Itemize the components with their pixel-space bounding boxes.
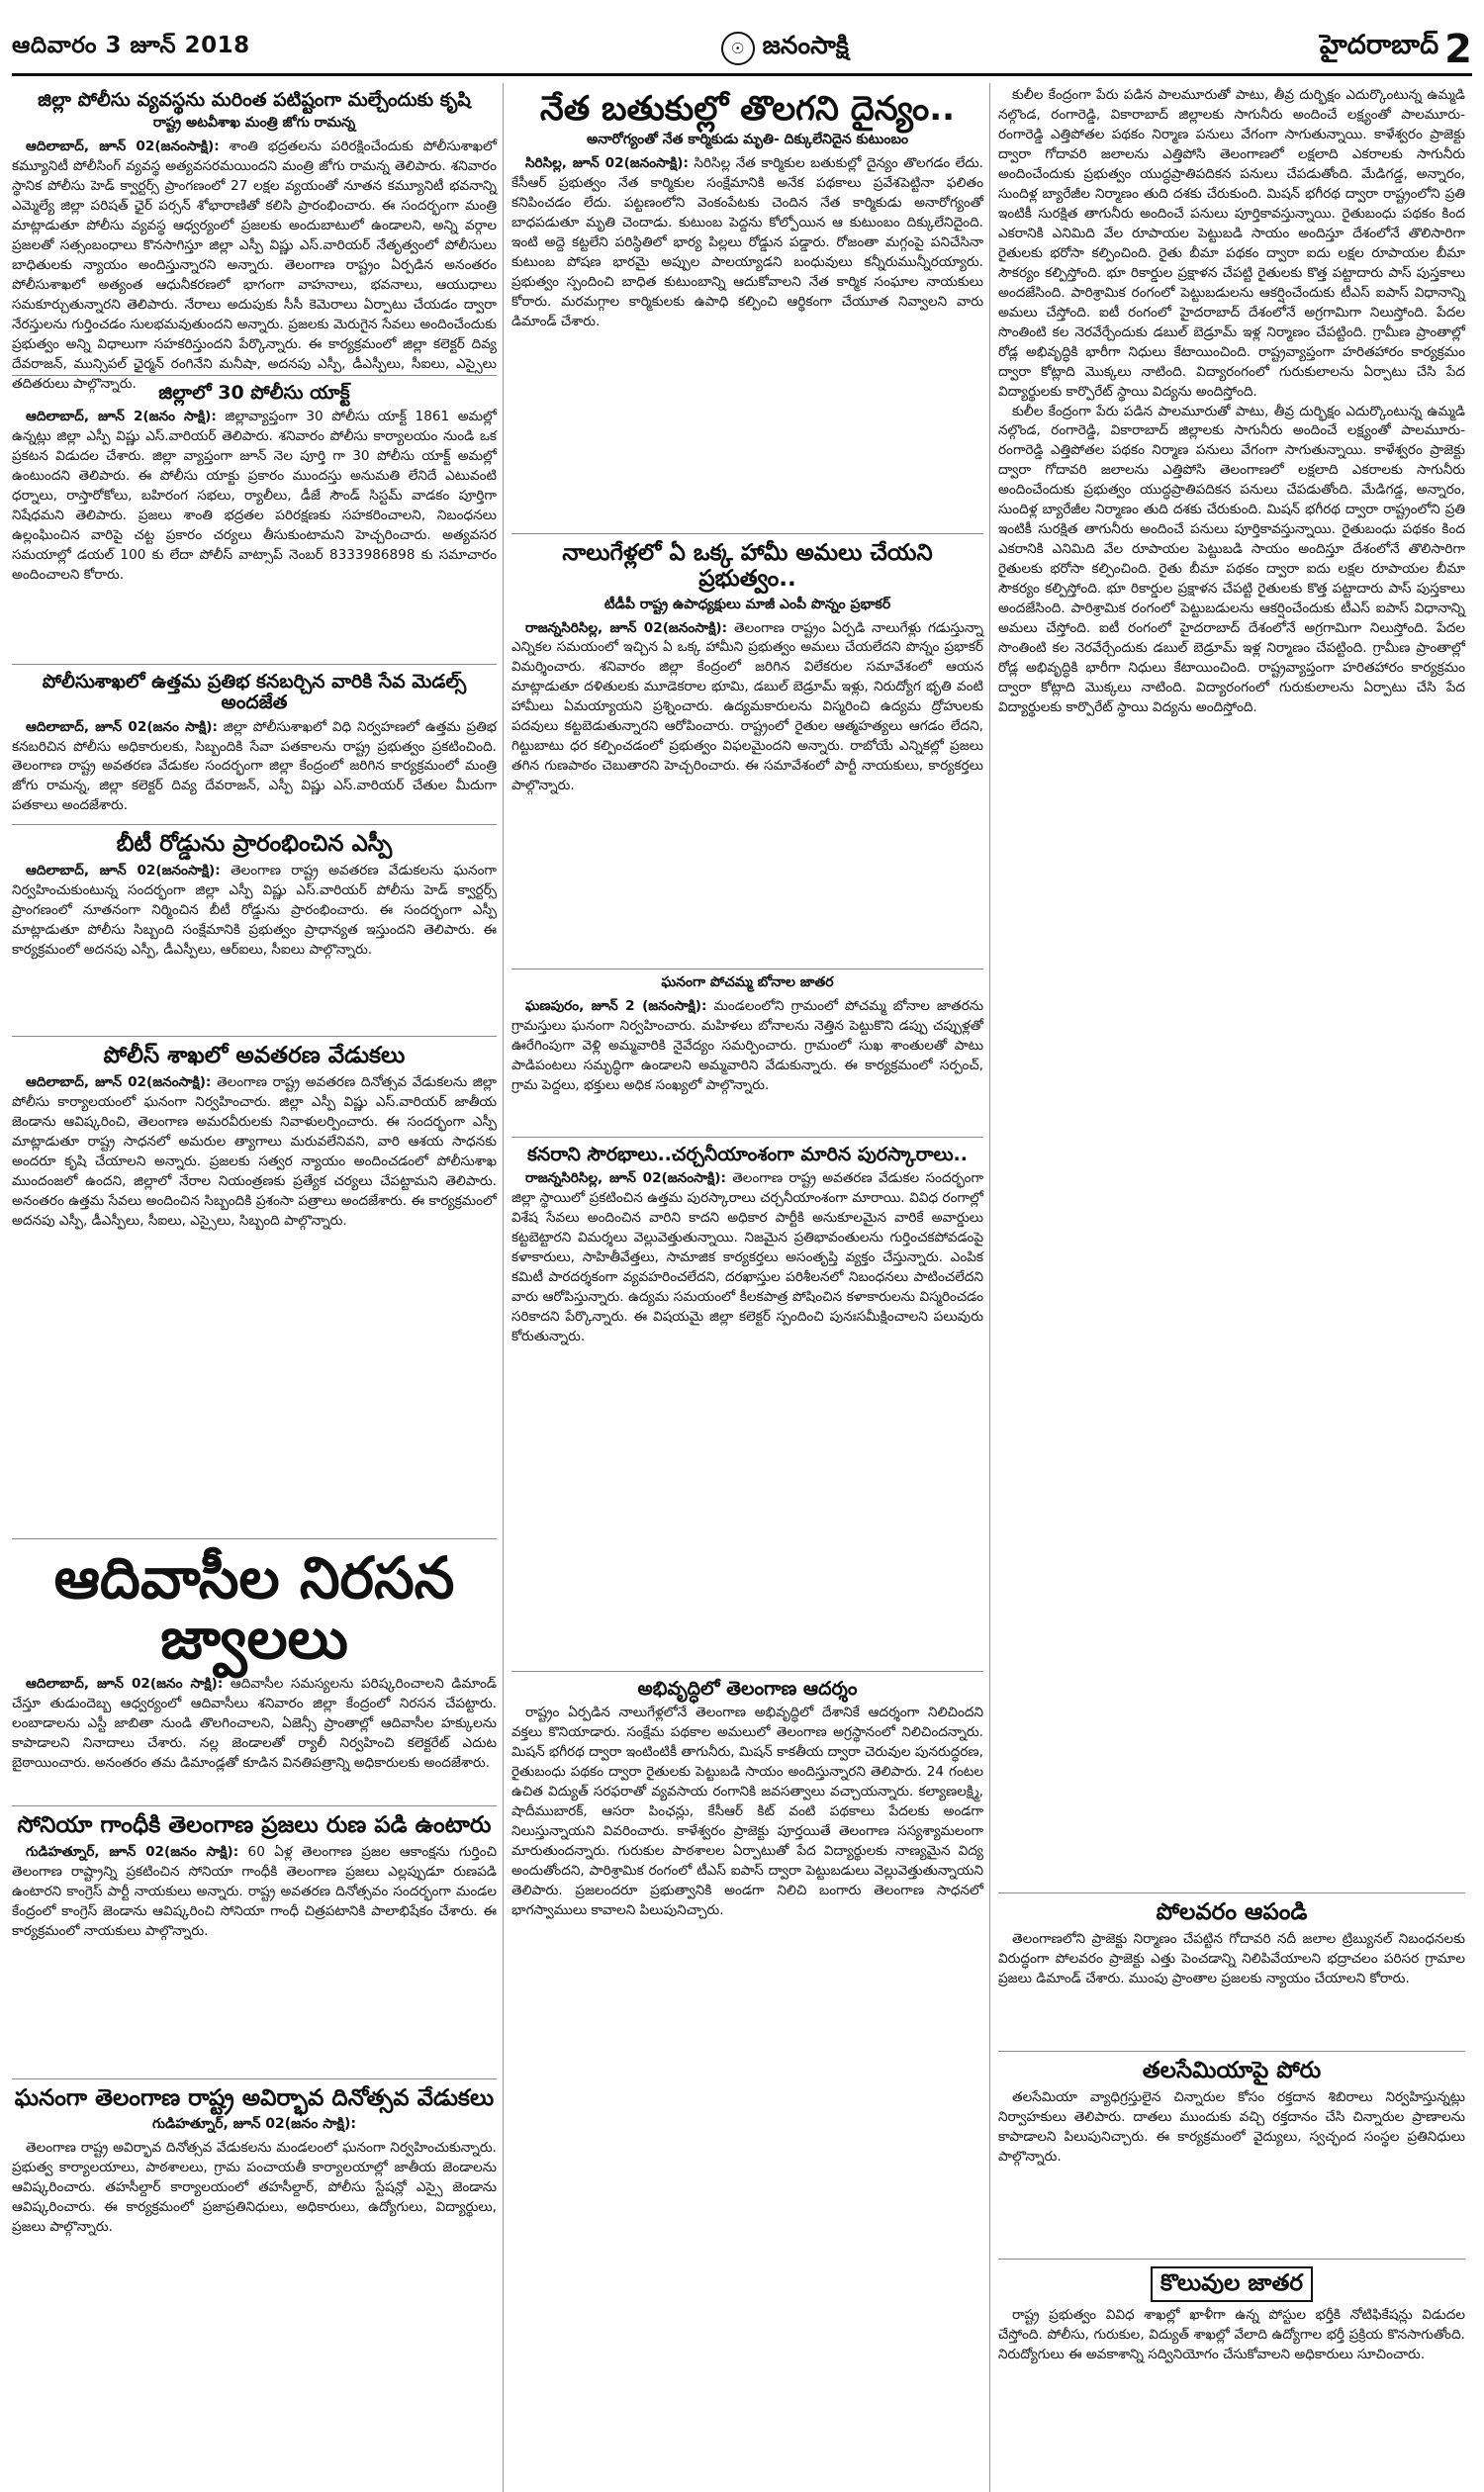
story-body xyxy=(12,1073,497,1232)
story-headline: నేత బతుకుల్లో తొలగని దైన్యం.. xyxy=(539,89,956,129)
story-body xyxy=(12,862,497,961)
story-body xyxy=(511,997,983,1096)
story-text: రాష్ట్ర ప్రభుత్వం వివిధ శాఖల్లో ఖాళీగా ఉన్న పోస్టుల భర్తీకి నోటిఫికేషన్లు విడుదల చేస్తోంది. పోలీసు, గురుకుల, విద్యుత్ శాఖల్లో వేలాది ఉద్యోగాల భర్తీ ప్రక్రియ కొనసాగుతోంది. నిరుద్యోగులు ఈ అవకాశాన్ని సద్వినియోగం చేసుకోవాలని అధికారులు సూచించారు. xyxy=(998,2306,1465,2362)
edition-city: హైదరాబాద్ xyxy=(1319,30,1439,60)
story-subheadline: గుడిహత్నూర్, జూన్ 02(జనం సాక్షి): xyxy=(152,2115,356,2132)
story-dateline: ఆదిలాబాద్, జూన్ 02(జనం సాక్షి): xyxy=(26,1675,224,1692)
story-text: రాష్ట్రం ఏర్పడిన నాలుగేళ్లలోనే తెలంగాణ అభివృద్ధిలో దేశానికే ఆదర్శంగా నిలిచిందని వక్తలు కొనియాడారు. సంక్షేమ పథకాల అమలులో తెలంగాణ అగ్రస్థానంలో నిలిచిందన్నారు. మిషన్ భగీరథ ద్వారా ఇంటింటికీ తాగునీరు, మిషన్ కాకతీయ ద్వారా చెరువుల పునరుద్ధరణ, రైతుబంధు పథకం ద్వారా రైతులకు పెట్టుబడి సాయం అందిస్తున్నారని తెలిపారు. 24 గంటల ఉచిత విద్యుత్ సరఫరాతో వ్యవసాయ రంగానికి జవసత్వాలు వచ్చాయన్నారు. కల్యాణలక్ష్మి, షాదీముబారక్, ఆసరా పింఛన్లు, కేసీఆర్ కిట్ వంటి పథకాలు పేదలకు అండగా నిలుస్తున్నాయని వివరించారు. కాళేశ్వరం ప్రాజెక్టు పూర్తయితే తెలంగాణ సస్యశ్యామలంగా మారుతుందన్నారు. గురుకుల పాఠశాలల ఏర్పాటుతో పేద విద్యార్థులకు నాణ్యమైన విద్య అందుతోందని, పారిశ్రామిక రంగంలో టీఎస్ ఐపాస్ ద్వారా పెట్టుబడులు వెల్లువెత్తుతున్నాయని తెలిపారు. ప్రజలందరూ ప్రభుత్వానికి అండగా నిలిచి బంగారు తెలంగాణ సాధనలో భాగస్వాములు కావాలని పిలుపునిచ్చారు. xyxy=(511,1705,983,1918)
story-dateline: ఘణపురం, జూన్ 2 (జనంసాక్షి): xyxy=(525,998,707,1014)
story xyxy=(12,376,497,665)
story-text: కులీల కేంద్రంగా పేరు పడిన పాలమూరుతో పాటు, తీవ్ర దుర్భిక్షం ఎదుర్కొంటున్న ఉమ్మడి నల్గొండ, రంగారెడ్డి, వికారాబాద్ జిల్లాలకు సాగునీరు అందించే లక్ష్యంతో పాలమూరు-రంగారెడ్డి ఎత్తిపోతల పథకం నిర్మాణ పనులు వేగంగా సాగుతున్నాయి. కాళేశ్వరం ప్రాజెక్టు ద్వారా గోదావరి జలాలను ఎత్తిపోసి తెలంగాణలో లక్షలాది ఎకరాలకు సాగునీరు అందించేందుకు ప్రభుత్వం యుద్ధప్రాతిపదికన పనులు చేపడుతోంది. మేడిగడ్డ, అన్నారం, సుందిళ్ల బ్యారేజీల నిర్మాణం తుది దశకు చేరుకుంది. మిషన్ భగీరథ ద్వారా రాష్ట్రంలోని ప్రతి ఇంటికీ సురక్షిత తాగునీరు అందించే పనులు పూర్తికావస్తున్నాయి. రైతుబంధు పథకం కింద ఎకరానికి ఎనిమిది వేల రూపాయల పెట్టుబడి సాయం అందిస్తూ దేశంలోనే తొలిసారిగా రైతులకు భరోసా కల్పించింది. రైతు బీమా పథకం ద్వారా ఐదు లక్షల రూపాయల బీమా సౌకర్యం కల్పిస్తోంది. భూ రికార్డుల ప్రక్షాళన చేపట్టి రైతులకు కొత్త పట్టాదారు పాస్ పుస్తకాలు అందజేసింది. పారిశ్రామిక రంగంలో పెట్టుబడులను ఆకర్షించేందుకు టీఎస్ ఐపాస్ విధానాన్ని అమలు చేస్తోంది. ఐటీ రంగంలో హైదరాబాద్ దేశంలోనే అగ్రగామిగా నిలుస్తోంది. పేదల సొంతింటి కల నెరవేర్చేందుకు డబుల్ బెడ్రూమ్ ఇళ్ల నిర్మాణం చేపట్టింది. గ్రామీణ ప్రాంతాల్లో రోడ్ల అభివృద్ధికి భారీగా నిధులు కేటాయించింది. రాష్ట్రవ్యాప్తంగా హరితహారం కార్యక్రమం ద్వారా కోట్లాది మొక్కలు నాటింది. విద్యారంగంలో గురుకులాలను ఏర్పాటు చేసి పేద విద్యార్థులకు కార్పొరేట్ స్థాయి విద్యను అందిస్తోంది. xyxy=(998,87,1465,400)
issue-date: ఆదివారం 3 జూన్ 2018 xyxy=(12,33,250,58)
brand-logo-icon: ☉ xyxy=(721,32,755,65)
story-text: తెలంగాణ రాష్ట్రం ఏర్పడి నాలుగేళ్లు గడుస్తున్నా ఎన్నికల సమయంలో ఇచ్చిన ఏ ఒక్క హామీని ప్రభుత్వం అమలు చేయలేదని పొన్నం ప్రభాకర్ విమర్శించారు. శనివారం జిల్లా కేంద్రంలో జరిగిన విలేకరుల సమావేశంలో ఆయన మాట్లాడుతూ దళితులకు మూడెకరాల భూమి, డబుల్ బెడ్రూమ్ ఇళ్లు, నిరుద్యోగ భృతి వంటి హామీలు ఏమయ్యాయని ప్రశ్నించారు. ఉద్యమకారులను విస్మరించి ఉద్యమ ద్రోహులకు పదవులు కట్టబెడుతున్నారని ఆరోపించారు. రాష్ట్రంలో రైతుల ఆత్మహత్యలు ఆగడం లేదని, గిట్టుబాటు ధర కల్పించడంలో ప్రభుత్వం విఫలమైందని అన్నారు. రాబోయే ఎన్నికల్లో ప్రజలు తగిన గుణపాఠం చెబుతారని హెచ్చరించారు. ఈ సమావేశంలో పార్టీ నాయకులు, కార్యకర్తలు పాల్గొన్నారు. xyxy=(511,619,983,794)
story-text: తెలంగాణ రాష్ట్ర అవతరణ వేడుకలను ఘనంగా నిర్వహించుకుంటున్న సందర్భంగా జిల్లా ఎస్పీ విష్ణు ఎస్.వారియర్ పోలీసు హెడ్ క్వార్టర్స్ ప్రాంగణంలో నూతనంగా నిర్మించిన బీటీ రోడ్డును ప్రారంభించారు. ఈ సందర్భంగా ఎస్పీ మాట్లాడుతూ పోలీసు సిబ్బంది సంక్షేమానికి ప్రభుత్వం ప్రాధాన్యత ఇస్తుందని తెలిపారు. ఈ కార్యక్రమంలో అదనపు ఎస్పీ, డీఎస్పీలు, ఆర్ఐలు, సీఐలు పాల్గొన్నారు. xyxy=(12,862,497,958)
story xyxy=(12,825,497,1037)
story-body xyxy=(998,1930,1465,1989)
brand-name: జనంసాక్షి xyxy=(762,31,849,59)
column-middle xyxy=(511,83,990,2492)
story xyxy=(12,83,498,392)
story xyxy=(511,969,983,1138)
story-dateline: సిరిసిల్ల, జూన్ 02(జనంసాక్షి): xyxy=(525,155,689,172)
story-dateline: ఆదిలాబాద్, జూన్ 02(జనంసాక్షి): xyxy=(26,138,220,155)
story-headline-boxed: కొలువుల జాతర xyxy=(1151,2266,1313,2302)
story-headline-banner: ఆదివాసీల నిరసన జ్వాలలు xyxy=(53,1544,455,1672)
story-headline: సోనియా గాంధీకి తెలంగాణ ప్రజలు రుణ పడి ఉంటారు xyxy=(17,1812,492,1838)
story-dateline: రాజన్నసిరిసిల్ల, జూన్ 02(జనంసాక్షి): xyxy=(525,619,728,636)
story-text: శాంతి భద్రతలను పరిరక్షించేందుకు పోలీసుశాఖలో కమ్యూనిటీ పోలీసింగ్ వ్యవస్థ అత్యవసరమయిందని మంత్రి జోగు రామన్న తెలిపారు. శనివారం స్థానిక పోలీసు హెడ్ క్వార్టర్స్ ప్రాంగణంలో 27 లక్షల వ్యయంతో నూతన కమ్యూనిటీ భవనాన్ని ఎమ్మెల్యే జిల్లా పరిషత్ ఛైర్ పర్సన్ శోభారాణితో కలిసి ప్రారంభించారు. ఈ సందర్భంగా మంత్రి మాట్లాడుతూ పోలీసు వ్యవస్థ ఆధ్వర్యంలో ప్రజలకు అందుబాటులో ఉండాలని, అన్ని వర్గాల ప్రజలతో సత్సంబంధాలు కొనసాగిస్తూ జిల్లా ఎస్పీ విష్ణు ఎస్.వారియర్ నేతృత్వంలో పోలీసులు బాధితులకు న్యాయం అందిస్తున్నారని అన్నారు. తెలంగాణ రాష్ట్రం ఏర్పడిన అనంతరం పోలీసుశాఖలో అత్యంత ఆధునీకరణలో భాగంగా వాహనాలు, భవనాలు, ఆయుధాలు సమకూర్చుతున్నారని తెలిపారు. నేరాలు అదుపుకు సీసీ కెమెరాలు ఏర్పాటు చేయడం ద్వారా నేరస్తులను గుర్తించడం సులభమవుతుందని అన్నారు. ప్రజలకు మెరుగైన సేవలు అందించేందుకు ప్రభుత్వం అన్ని విధాలుగా సహకరిస్తుందని పేర్కొన్నారు. ఈ కార్యక్రమంలో జిల్లా కలెక్టర్ దివ్య దేవరాజన్, మున్సిపల్ ఛైర్మన్ రంగినేని మనీషా, అదనపు ఎస్పీ, డీఎస్పీలు, సీఐలు, ఎస్సైలు తదితరులు పాల్గొన్నారు. xyxy=(12,138,498,392)
story-body xyxy=(998,2088,1465,2168)
story xyxy=(12,1037,497,1539)
story-body xyxy=(511,619,983,797)
story-dateline: రాజన్నసిరిసిల్ల, జూన్ 02(జనంసాక్షి): xyxy=(525,1170,726,1187)
story-dateline: ఆదిలాబాద్, జూన్ 02(జనంసాక్షి): xyxy=(26,862,221,878)
story-text: ఆదివాసీల సమస్యలను పరిష్కరించాలని డిమాండ్ చేస్తూ తుడుందెబ్బ ఆధ్వర్యంలో ఆదివాసీలు శనివారం జిల్లా కేంద్రంలో నిరసన చేపట్టారు. లంబాడాలను ఎస్టీ జాబితా నుండి తొలగించాలని, ఏజెన్సీ ప్రాంతాల్లో ఆదివాసీల హక్కులను కాపాడాలని నినాదాలు చేశారు. నల్ల జెండాలతో ర్యాలీ నిర్వహించి కలెక్టరేట్ ఎదుట బైఠాయించారు. అనంతరం తమ డిమాండ్లతో కూడిన వినతిపత్రాన్ని అధికారులకు అందజేశారు. xyxy=(12,1675,497,1771)
story-headline: పోలీస్ శాఖలో అవతరణ వేడుకలు xyxy=(103,1043,406,1068)
story-subheadline: రాష్ట్ర అటవీశాఖ మంత్రి జోగు రామన్న xyxy=(152,115,356,132)
story xyxy=(12,2079,497,2298)
page-number: 2 xyxy=(1444,27,1472,72)
story-text: మండలంలోని గ్రామంలో పోచమ్మ బోనాల జాతరను గ్రామస్తులు ఘనంగా నిర్వహించారు. మహిళలు బోనాలను నెత్తిన పెట్టుకొని డప్పు చప్పుళ్లతో ఊరేగింపుగా వెళ్లి అమ్మవారికి నైవేద్యం సమర్పించారు. గ్రామంలో సుఖ శాంతులతో పాటు పాడిపంటలు సమృద్ధిగా ఉండాలని అమ్మవారిని వేడుకున్నారు. ఈ కార్యక్రమంలో సర్పంచ్, గ్రామ పెద్దలు, భక్తులు అధిక సంఖ్యలో పాల్గొన్నారు. xyxy=(511,998,984,1093)
story xyxy=(998,2052,1465,2260)
story-headline: జిల్లాలో 30 పోలీసు యాక్ట్ xyxy=(158,382,350,404)
story-body xyxy=(12,138,497,395)
story xyxy=(12,665,497,825)
story-body xyxy=(998,86,1465,718)
story-text: జిల్లావ్యాప్తంగా 30 పోలీసు యాక్ట్ 1861 అమల్లో ఉన్నట్లు జిల్లా ఎస్పీ విష్ణు ఎస్.వారియర్ తెలిపారు. శనివారం పోలీసు కార్యాలయం నుండి ఒక ప్రకటన విడుదల చేశారు. జిల్లా వ్యాప్తంగా జూన్ నెల పూర్తి గా 30 పోలీసు యాక్ట్ అమల్లో ఉంటుందని తెలిపారు. ఈ పోలీసు యాక్టు ప్రకారం ముందస్తు అనుమతి లేనిదే ఎటువంటి ధర్నాలు, రాస్తారోకోలు, బహిరంగ సభలు, ర్యాలీలు, డీజే సౌండ్ సిస్టమ్ వాడకం పూర్తిగా నిషేధమని తెలిపారు. ప్రజలు శాంతి భద్రతల పరిరక్షణకు సహకరించాలని, నిబంధనలు ఉల్లంఘించిన వారిపై చట్ట ప్రకారం చర్యలు తీసుకుంటామని హెచ్చరించారు. అత్యవసర సమయాల్లో డయల్ 100 కు లేదా పోలీస్ వాట్సాప్ నెంబర్ 8333986898 కు సమాచారం అందించాలని కోరారు. xyxy=(12,409,497,584)
story xyxy=(12,1806,497,2079)
story-text: 60 ఏళ్ల తెలంగాణ ప్రజల ఆకాంక్షను గుర్తించి తెలంగాణ రాష్ట్రాన్ని ప్రకటించిన సోనియా గాంధీకి తెలంగాణ ప్రజలు ఎల్లప్పుడూ రుణపడి ఉంటారని కాంగ్రెస్ పార్టీ నాయకులు అన్నారు. రాష్ట్ర అవతరణ దినోత్సవం సందర్భంగా మండల కేంద్రంలో కాంగ్రెస్ జెండాను ఆవిష్కరించి సోనియా గాంధీ చిత్రపటానికి పాలాభిషేకం చేశారు. ఈ కార్యక్రమంలో నాయకులు పాల్గొన్నారు. xyxy=(12,1843,497,1939)
story xyxy=(511,1138,983,1672)
story-body xyxy=(12,718,497,817)
story-body xyxy=(998,2306,1465,2365)
brand xyxy=(721,31,849,66)
columns xyxy=(12,83,1472,2460)
story-headline: ఘనంగా తెలంగాణ రాష్ట్ర అవిర్భావ దినోత్సవ వేడుకలు xyxy=(14,2085,495,2111)
story-text: జిల్లా పోలీసుశాఖలో విధి నిర్వహణలో ఉత్తమ ప్రతిభ కనబరిచిన పోలీసు అధికారులకు, సిబ్బందికి సేవా పతకాలను రాష్ట్ర ప్రభుత్వం ప్రకటించింది. తెలంగాణ రాష్ట్ర అవతరణ వేడుకల సందర్భంగా జిల్లా కేంద్రంలో జరిగిన కార్యక్రమంలో మంత్రి జోగు రామన్న, జిల్లా కలెక్టర్ దివ్య దేవరాజన్, ఎస్పీ విష్ణు ఎస్.వారియర్ చేతుల మీదుగా పతకాలు అందజేశారు. xyxy=(12,718,497,814)
story xyxy=(998,1893,1465,2052)
story-headline: ఘనంగా పోచమ్మ బోనాల జాతర xyxy=(661,974,834,990)
story-text: తెలంగాణ రాష్ట్ర అవతరణ వేడుకల సందర్భంగా జిల్లా స్థాయిలో ప్రకటించిన ఉత్తమ పురస్కారాలు చర్చనీయాంశంగా మారాయి. వివిధ రంగాల్లో విశేష సేవలు అందించిన వారిని కాదని అధికార పార్టీకి అనుకూలమైన వారికే అవార్డులు కట్టబెట్టారని విమర్శలు వెల్లువెత్తుతున్నాయి. నిజమైన ప్రతిభావంతులను గుర్తించకపోవడంపై కళాకారులు, సాహితీవేత్తలు, సామాజిక కార్యకర్తలు అసంతృప్తి వ్యక్తం చేస్తున్నారు. ఎంపిక కమిటీ పారదర్శకంగా వ్యవహరించలేదని, దరఖాస్తుల పరిశీలనలో నిబంధనలు పాటించలేదని వారు ఆరోపిస్తున్నారు. ఉద్యమ సమయంలో కీలకపాత్ర పోషించిన కళాకారులను విస్మరించడం సరికాదని పేర్కొన్నారు. ఈ విషయమై జిల్లా కలెక్టర్ స్పందించి పునఃసమీక్షించాలని పలువురు కోరుతున్నారు. xyxy=(511,1170,983,1345)
story-subheadline: టీడీపీ రాష్ట్ర ఉపాధ్యక్షులు మాజీ ఎంపీ పొన్నం ప్రభాకర్ xyxy=(603,596,891,612)
story-body xyxy=(511,1704,983,1921)
page-info xyxy=(1319,27,1472,72)
story-body xyxy=(12,2139,497,2238)
story-dateline: గుడిహత్నూర్, జూన్ 02(జనం సాక్షి): xyxy=(26,1843,239,1860)
story-headline: నాలుగేళ్లలో ఏ ఒక్క హామీ అమలు చేయని ప్రభుత్వం.. xyxy=(562,540,933,592)
story-text: తెలంగాణ రాష్ట్ర అవతరణ దినోత్సవ వేడుకలను జిల్లా పోలీసు కార్యాలయంలో ఘనంగా నిర్వహించారు. జిల్లా ఎస్పీ విష్ణు ఎస్.వారియర్ జాతీయ జెండాను ఆవిష్కరించి, తెలంగాణ అమరవీరులకు నివాళులర్పించారు. ఈ సందర్భంగా ఎస్పీ మాట్లాడుతూ రాష్ట్ర సాధనలో అమరుల త్యాగాలు మరువలేనివని, వారి ఆశయ సాధనకు అందరూ కృషి చేయాలని అన్నారు. ప్రజలకు సత్వర న్యాయం అందించడంలో పోలీసుశాఖ ముందంజలో ఉందని, జిల్లాలో నేరాల నియంత్రణకు ప్రత్యేక చర్యలు చేపట్టామని తెలిపారు. అనంతరం ఉత్తమ సేవలు అందించిన సిబ్బందికి ప్రశంసా పత్రాలు అందజేశారు. ఈ కార్యక్రమంలో అదనపు ఎస్పీ, డీఎస్పీలు, సీఐలు, ఎస్సైలు, సిబ్బంది పాల్గొన్నారు. xyxy=(12,1073,498,1229)
story-headline: జిల్లా పోలీసు వ్యవస్థను మరింత పటిష్టంగా మల్చేందుకు కృషి xyxy=(38,89,471,111)
story-body xyxy=(12,408,497,586)
masthead xyxy=(12,24,1472,76)
story xyxy=(998,83,1465,1893)
story-headline xyxy=(998,2266,1465,2302)
story-headline: పోలీసుశాఖలో ఉత్తమ ప్రతిభ కనబర్చిన వారికి సేవ మెడల్స్ అందజేత xyxy=(42,671,467,714)
story-text: సిరిసిల్ల నేత కార్మికుల బతుకుల్లో దైన్యం తొలగడం లేదు. కేసీఆర్ ప్రభుత్వం నేత కార్మికుల సంక్షేమానికి అనేక పథకాలు ప్రవేశపెట్టినా ఫలితం కనిపించడం లేదు. పట్టణంలోని వెంకంపేటకు చెందిన నేత కార్మికుడు అనారోగ్యంతో బాధపడుతూ మృతి చెందాడు. కుటుంబ పెద్దను కోల్పోయిన ఆ కుటుంబం దిక్కులేనిదైంది. ఇంటి అద్దె కట్టలేని పరిస్థితిలో భార్య పిల్లలు రోడ్డున పడ్డారు. రోజంతా మగ్గంపై పనిచేసినా కుటుంబ పోషణ భారమై అప్పుల పాలయ్యాడని బంధువులు కన్నీరుమున్నీరయ్యారు. ప్రభుత్వం స్పందించి బాధిత కుటుంబాన్ని ఆదుకోవాలని నేత కార్మిక సంఘాల నాయకులు కోరారు. మరమగ్గాల కార్మికులకు ఉపాధి కల్పించి ఆర్థికంగా చేయూత నివ్వాలని వారు డిమాండ్ చేశారు. xyxy=(511,155,984,329)
story-text: తలసేమియా వ్యాధిగ్రస్తులైన చిన్నారుల కోసం రక్తదాన శిబిరాలు నిర్వహిస్తున్నట్లు నిర్వాహకులు తెలిపారు. దాతలు ముందుకు వచ్చి రక్తదానం చేసి చిన్నారుల ప్రాణాలను కాపాడాలని పిలుపునిచ్చారు. ఈ కార్యక్రమంలో వైద్యులు, స్వచ్ఛంద సంస్థల ప్రతినిధులు పాల్గొన్నారు. xyxy=(998,2088,1465,2165)
story-dateline: ఆదిలాబాద్, జూన్ 2(జనం సాక్షి): xyxy=(26,409,217,425)
story xyxy=(511,83,983,534)
story-body xyxy=(511,154,983,332)
story xyxy=(511,1672,983,2492)
story-dateline: ఆదిలాబాద్, జూన్ 02(జనంసాక్షి): xyxy=(26,1073,212,1090)
story-headline: తలసేమియాపై పోరు xyxy=(1142,2058,1322,2083)
story-dateline: ఆదిలాబాద్, జూన్ 02(జనం సాక్షి): xyxy=(26,718,218,735)
story-text: కులీల కేంద్రంగా పేరు పడిన పాలమూరుతో పాటు, తీవ్ర దుర్భిక్షం ఎదుర్కొంటున్న ఉమ్మడి నల్గొండ, రంగారెడ్డి, వికారాబాద్ జిల్లాలకు సాగునీరు అందించే లక్ష్యంతో పాలమూరు-రంగారెడ్డి ఎత్తిపోతల పథకం నిర్మాణ పనులు వేగంగా సాగుతున్నాయి. కాళేశ్వరం ప్రాజెక్టు ద్వారా గోదావరి జలాలను ఎత్తిపోసి తెలంగాణలో లక్షలాది ఎకరాలకు సాగునీరు అందించేందుకు ప్రభుత్వం యుద్ధప్రాతిపదికన పనులు చేపడుతోంది. మేడిగడ్డ, అన్నారం, సుందిళ్ల బ్యారేజీల నిర్మాణం తుది దశకు చేరుకుంది. మిషన్ భగీరథ ద్వారా రాష్ట్రంలోని ప్రతి ఇంటికీ సురక్షిత తాగునీరు అందించే పనులు పూర్తికావస్తున్నాయి. రైతుబంధు పథకం కింద ఎకరానికి ఎనిమిది వేల రూపాయల పెట్టుబడి సాయం అందిస్తూ దేశంలోనే తొలిసారిగా రైతులకు భరోసా కల్పించింది. రైతు బీమా పథకం ద్వారా ఐదు లక్షల రూపాయల బీమా సౌకర్యం కల్పిస్తోంది. భూ రికార్డుల ప్రక్షాళన చేపట్టి రైతులకు కొత్త పట్టాదారు పాస్ పుస్తకాలు అందజేసింది. పారిశ్రామిక రంగంలో పెట్టుబడులను ఆకర్షించేందుకు టీఎస్ ఐపాస్ విధానాన్ని అమలు చేస్తోంది. ఐటీ రంగంలో హైదరాబాద్ దేశంలోనే అగ్రగామిగా నిలుస్తోంది. పేదల సొంతింటి కల నెరవేర్చేందుకు డబుల్ బెడ్రూమ్ ఇళ్ల నిర్మాణం చేపట్టింది. గ్రామీణ ప్రాంతాల్లో రోడ్ల అభివృద్ధికి భారీగా నిధులు కేటాయించింది. రాష్ట్రవ్యాప్తంగా హరితహారం కార్యక్రమం ద్వారా కోట్లాది మొక్కలు నాటింది. విద్యారంగంలో గురుకులాలను ఏర్పాటు చేసి పేద విద్యార్థులకు కార్పొరేట్ స్థాయి విద్యను అందిస్తోంది. xyxy=(998,403,1465,716)
story-body xyxy=(12,1843,497,1942)
story-headline: అభివృద్ధిలో తెలంగాణ ఆదర్శం xyxy=(637,1678,858,1700)
story-body xyxy=(12,1675,497,1774)
story xyxy=(998,2260,1465,2466)
story-text: తెలంగాణలోని ప్రాజెక్టు నిర్మాణం చేపట్టిన గోదావరి నదీ జలాల ట్రిబ్యునల్ నిబంధనలకు విరుద్ధంగా పోలవరం ప్రాజెక్టు ఎత్తు పెంచడాన్ని నిలిపివేయాలని భద్రాచలం పరిసర గ్రామాల ప్రజలు డిమాండ్ చేశారు. ముంపు ప్రాంతాల ప్రజలకు న్యాయం చేయాలని కోరారు. xyxy=(998,1930,1465,1986)
story-text: తెలంగాణ రాష్ట్ర అవిర్భావ దినోత్సవ వేడుకలను మండలంలో ఘనంగా నిర్వహించుకున్నారు. ప్రభుత్వ కార్యాలయాలు, పాఠశాలలు, గ్రామ పంచాయతీ కార్యాలయాల్లో జాతీయ జెండాలను ఆవిష్కరించారు. తహసీల్దార్ కార్యాలయంలో తహసీల్దార్, పోలీసు స్టేషన్లో ఎస్సై జెండాను ఆవిష్కరించారు. ఈ కార్యక్రమంలో ప్రజాప్రతినిధులు, అధికారులు, ఉద్యోగులు, విద్యార్థులు, ప్రజలు పాల్గొన్నారు. xyxy=(12,2139,497,2235)
story xyxy=(12,1539,497,1806)
column-left xyxy=(12,83,504,2492)
story-headline: కనరాని సౌరభాలు..చర్చనీయాంశంగా మారిన పురస్కారాలు.. xyxy=(527,1144,968,1165)
story-headline: పోలవరం ఆపండి xyxy=(1156,1899,1308,1925)
story-body xyxy=(511,1169,983,1347)
story xyxy=(511,534,983,969)
column-right xyxy=(998,83,1471,2492)
story-subheadline: అనారోగ్యంతో నేత కార్మికుడు మృతి- దిక్కులేనిదైన కుటుంబం xyxy=(586,132,909,148)
story-headline: బీటీ రోడ్డును ప్రారంభించిన ఎస్పీ xyxy=(116,831,393,857)
